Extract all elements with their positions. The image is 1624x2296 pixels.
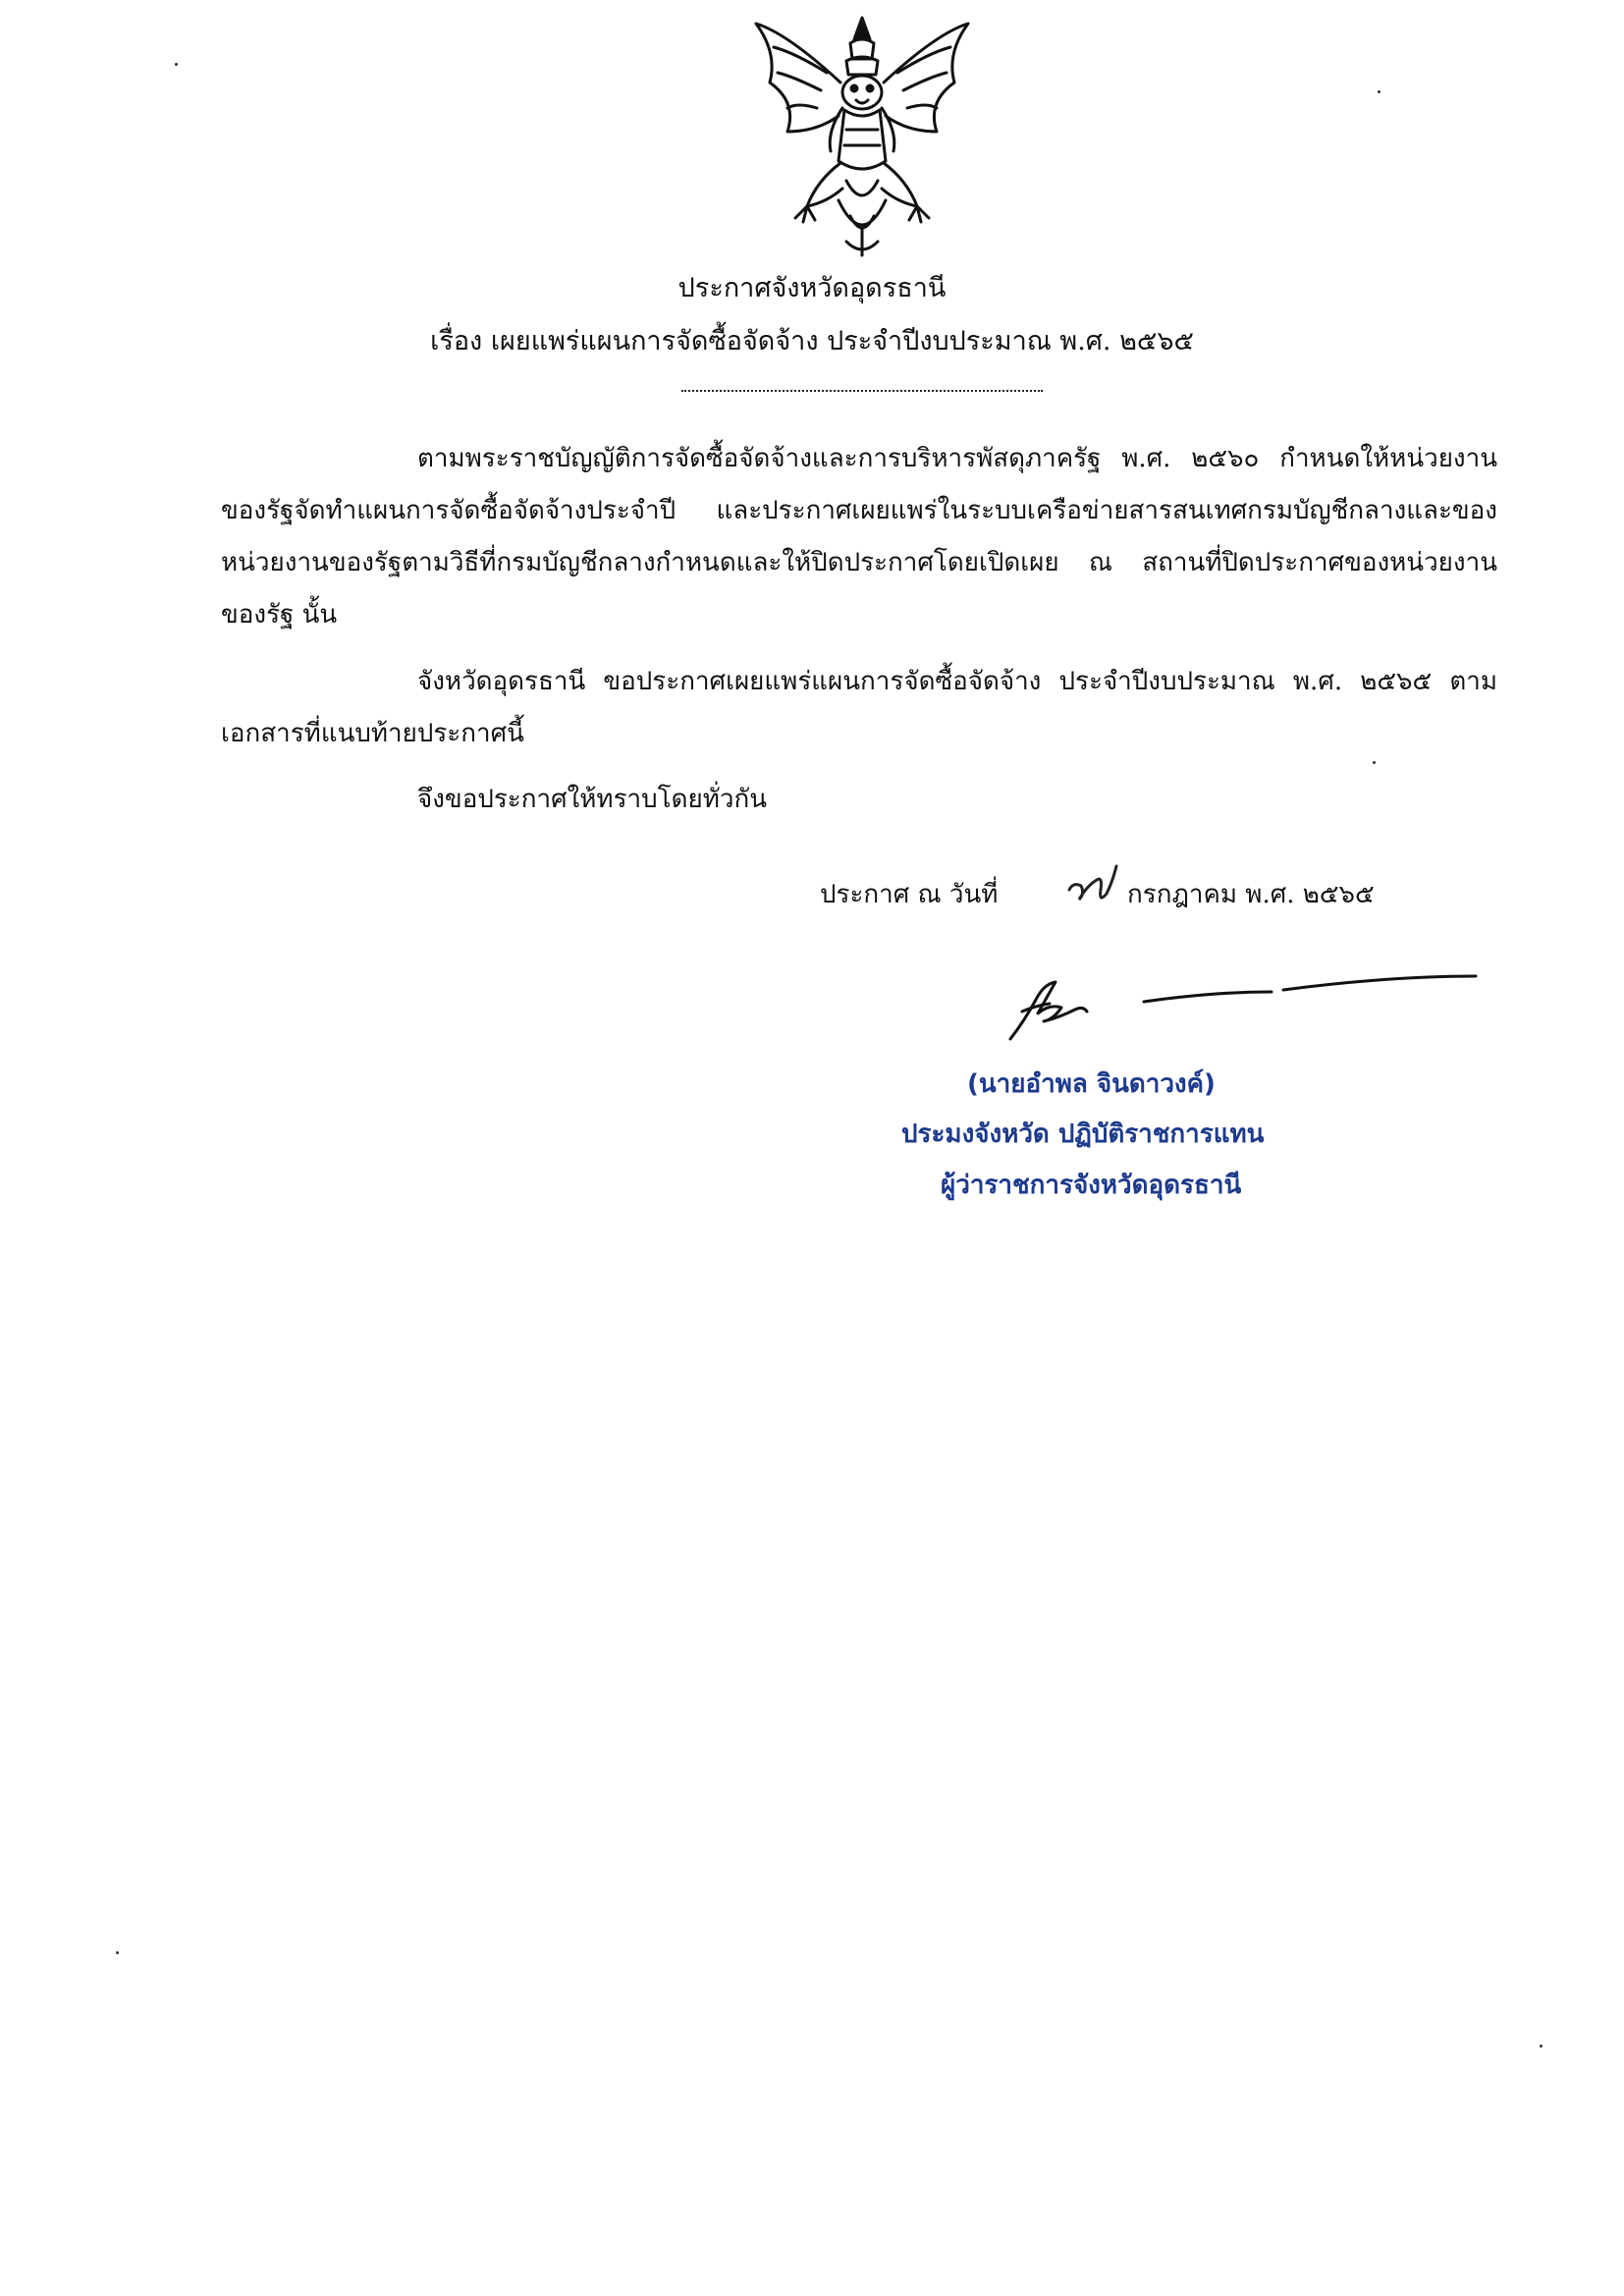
body-paragraph-2 bbox=[221, 656, 1497, 760]
date-prefix: ประกาศ ณ วันที่ bbox=[820, 880, 999, 909]
scan-speck bbox=[116, 1951, 119, 1954]
body-paragraph-3-text: จึงขอประกาศให้ทราบโดยทั่วกัน bbox=[417, 785, 767, 814]
handwritten-signature bbox=[997, 962, 1488, 1051]
announcement-title: ประกาศจังหวัดอุดรธานี bbox=[677, 273, 947, 303]
body-paragraph-1 bbox=[221, 433, 1497, 641]
signer-position-2: ผู้ว่าราชการจังหวัดอุดรธานี bbox=[941, 1171, 1242, 1200]
signer-position-1: ประมงจังหวัด ปฏิบัติราชการแทน bbox=[901, 1120, 1265, 1149]
garuda-emblem-icon bbox=[748, 14, 976, 261]
scan-speck bbox=[175, 63, 178, 66]
scan-speck bbox=[1540, 2045, 1543, 2048]
handwritten-day-mark bbox=[1063, 860, 1122, 913]
body-paragraph-3 bbox=[221, 774, 1497, 826]
scan-speck bbox=[1373, 761, 1376, 764]
body-paragraph-1-text: ตามพระราชบัญญัติการจัดซื้อจัดจ้างและการบริหารพัสดุภาครัฐ พ.ศ. ๒๕๖๐ กำหนดให้หน่วยงานของรัฐจัดทำแผนการจัดซื้อจัดจ้างประจำปี และประกาศเผยแพร่ในระบบเครือข่ายสารสนเทศกรมบัญชีกลางและของหน่วยงานของรัฐตามวิธีที่กรมบัญชีกลางกำหนดและให้ปิดประกาศโดยเปิดเผย ณ สถานที่ปิดประกาศของหน่วยงานของรัฐ นั้น bbox=[221, 444, 1497, 629]
scan-speck bbox=[1378, 90, 1380, 93]
body-paragraph-2-text: จังหวัดอุดรธานี ขอประกาศเผยแพร่แผนการจัดซื้อจัดจ้าง ประจำปีงบประมาณ พ.ศ. ๒๕๖๕ ตามเอกสารที่แนบท้ายประกาศนี้ bbox=[221, 667, 1497, 748]
divider-dotted-line bbox=[681, 390, 1043, 392]
signer-name: (นายอำพล จินดาวงค์) bbox=[967, 1069, 1216, 1099]
announcement-subject: เรื่อง เผยแพร่แผนการจัดซื้อจัดจ้าง ประจำปีงบประมาณ พ.ศ. ๒๕๖๕ bbox=[430, 326, 1194, 356]
date-month-year: กรกฎาคม พ.ศ. ๒๕๖๕ bbox=[1127, 880, 1375, 909]
